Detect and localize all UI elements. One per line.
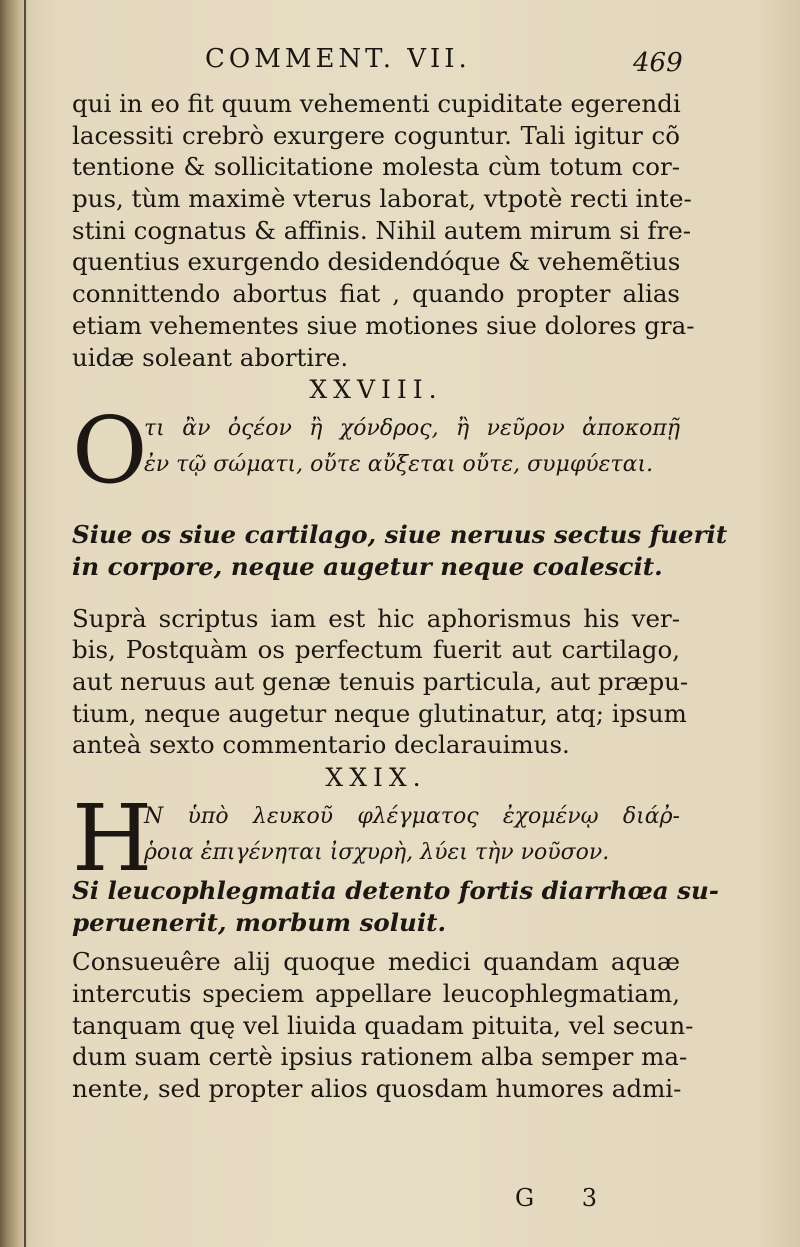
greek-line: τι ἂν ὀςέον ἢ χόνδρος, ἢ νεῦρον ἀποκοπῇ	[144, 416, 680, 442]
text-line: bis, Postquàm os perfectum fuerit aut cartilago,	[72, 635, 680, 665]
text-line: nente, sed propter alios quosdam humores admi-	[72, 1074, 682, 1104]
text-line: Consueuêre alij quoque medici quandam aquæ	[72, 947, 680, 977]
aphorism-number-29: XXIX.	[325, 763, 427, 792]
latin-line: Si leucophlegmatia detento fortis diarrhœa su-	[72, 876, 719, 905]
page-body	[72, 88, 728, 1105]
latin-line: in corpore, neque augetur neque coalescit.	[72, 551, 663, 581]
text-line: tium, neque augetur neque glutinatur, atq; ipsum	[72, 698, 687, 728]
drop-cap: H	[72, 785, 153, 892]
text-line: intercutis speciem appellare leucophlegmatiam,	[72, 979, 680, 1009]
greek-line: ἐν τῷ σώματι, οὔτε αὔξεται οὔτε, συμφύεται.	[144, 452, 654, 478]
text-line: uidæ soleant abortire.	[72, 342, 349, 372]
latin-line: Siue os siue cartilago, siue neruus sectus fuerit	[72, 520, 728, 550]
gutter-rule	[24, 0, 26, 1247]
text-line: aut neruus aut genæ tenuis particula, aut præpu-	[72, 666, 689, 696]
signature-mark: G 3	[515, 1184, 618, 1212]
commentary-28	[72, 603, 689, 761]
text-line: qui in eo fit quum vehementi cupiditate egerendi	[72, 89, 681, 118]
greek-line: ῥοια ἐπιγένηται ἰσχυρὴ, λύει τὴν νοῦσον.	[144, 840, 610, 865]
text-line: lacessiti crebrò exurgere coguntur. Tali igitur cõ	[72, 120, 680, 150]
paragraph-continuation	[72, 88, 695, 373]
greek-line: Ν ὑπὸ λευκοῦ φλέγματος ἐχομένῳ διάῤ-	[144, 804, 680, 829]
page-header	[205, 44, 685, 84]
text-line: etiam vehementes siue motiones siue dolores gra-	[72, 310, 695, 340]
greek-aphorism-28	[72, 397, 680, 505]
text-line: dum suam certè ipsius rationem alba semper ma-	[72, 1042, 688, 1072]
text-line: tentione & sollicitatione molesta cùm totum cor-	[72, 152, 680, 182]
latin-line: peruenerit, morbum soluit.	[72, 907, 446, 937]
text-line: tanquam quę vel liuida quadam pituita, vel secun-	[72, 1010, 694, 1040]
text-line: quentius exurgendo desidendóque & vehemẽtius	[72, 247, 681, 277]
latin-translation-28	[72, 519, 728, 582]
commentary-29	[72, 946, 694, 1104]
latin-translation-29	[72, 875, 719, 938]
page-number: 469	[633, 48, 683, 78]
drop-cap: O	[72, 397, 148, 505]
text-line: pus, tùm maximè vterus laborat, vtpotè recti inte-	[72, 184, 692, 214]
running-head: COMMENT. VII.	[205, 44, 471, 74]
text-line: anteà sexto commentario declarauimus.	[72, 730, 570, 760]
text-line: Suprà scriptus iam est hic aphorismus his ver-	[72, 603, 680, 633]
aphorism-number-28: XXVIII.	[309, 375, 443, 405]
text-line: stini cognatus & affinis. Nihil autem mirum si fre-	[72, 215, 691, 245]
text-line: connittendo abortus fiat , quando propter alias	[72, 279, 680, 309]
